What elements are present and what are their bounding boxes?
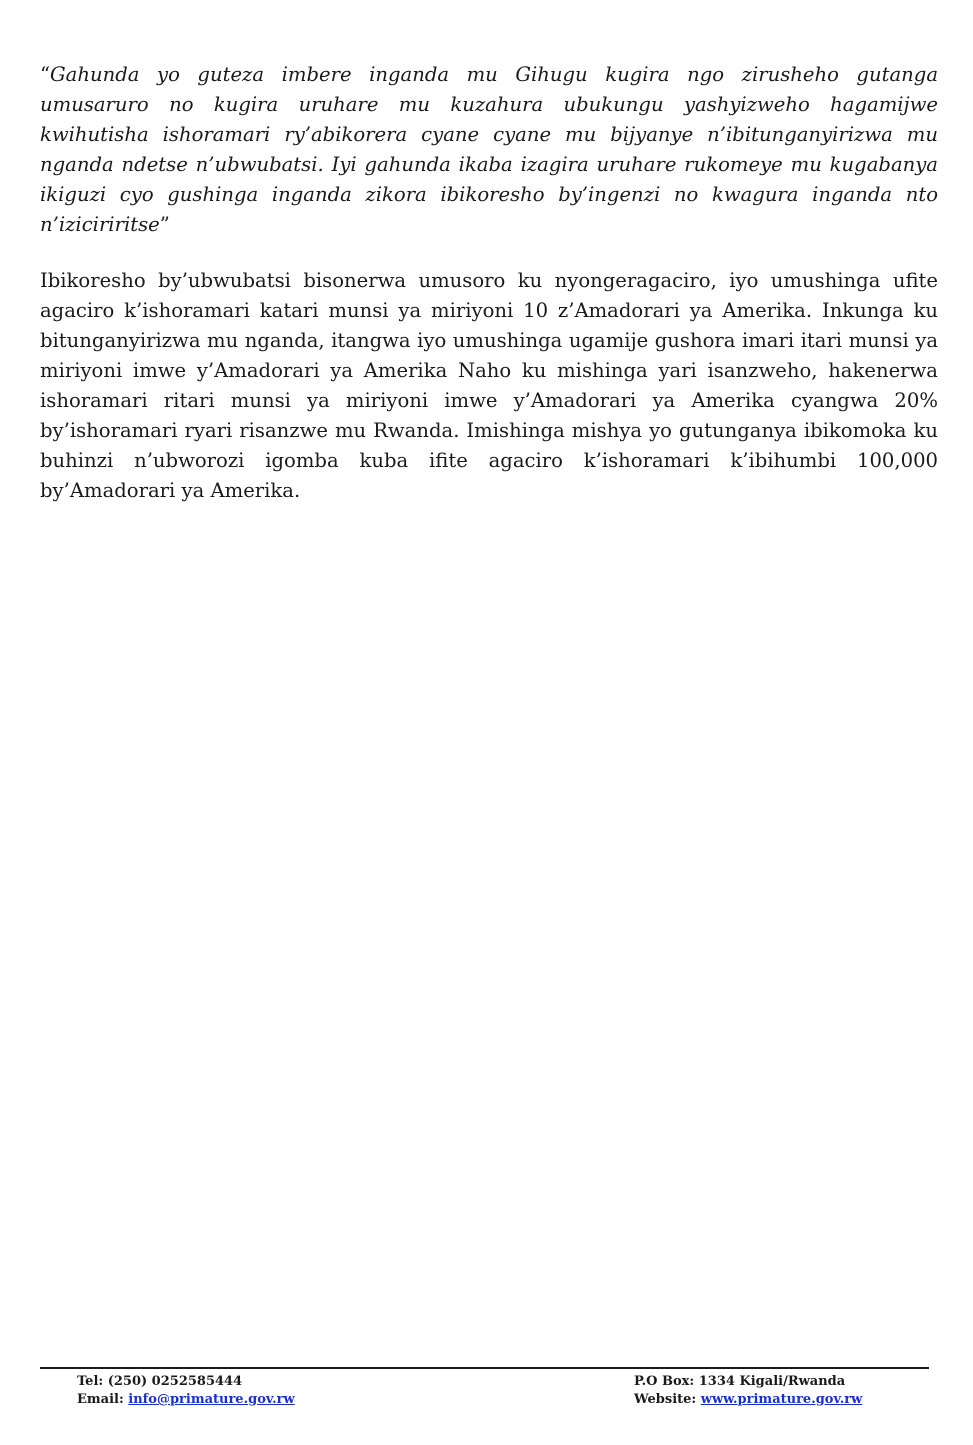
body-paragraph: Ibikoresho by’ubwubatsi bisonerwa umusoro ku nyongeragaciro, iyo umushinga ufite agaciro k’ishoramari katari munsi ya miriyoni 10 z’Amadorari ya Amerika. Inkunga ku bitunganyirizwa mu nganda, itangwa iyo umushinga ugamije gushora imari itari munsi ya miriyoni imwe y’Amadorari ya Amerika Naho ku mishinga yari isanzweho, hakenerwa ishoramari ritari munsi ya miriyoni imwe y’Amadorari ya Amerika cyangwa 20% by’ishoramari ryari risanzwe mu Rwanda. Imishinga mishya yo gutunganya ibikomoka ku buhinzi n’ubworozi igomba kuba ifite agaciro k’ishoramari k’ibihumbi 100,000 by’Amadorari ya Amerika.	[40, 269, 938, 502]
quote-text: Gahunda yo guteza imbere inganda mu Gihugu kugira ngo zirusheho gutanga umusaruro no kugira uruhare mu kuzahura ubukungu yashyizweho hagamijwe kwihutisha ishoramari ry’abikorera cyane cyane mu bijyanye n’ibitunganyirizwa mu nganda ndetse n’ubwubatsi. Iyi gahunda ikaba izagira uruhare rukomeye mu kugabanya ikiguzi cyo gushinga inganda zikora ibikoresho by’ingenzi no kwagura inganda nto n’iziciriritse	[40, 63, 938, 236]
quote-open-mark: “	[40, 63, 51, 86]
email-link[interactable]: info@primature.gov.rw	[128, 1392, 295, 1407]
footer-email-line	[77, 1391, 295, 1409]
document-body	[40, 60, 938, 506]
footer-po-box: P.O Box: 1334 Kigali/Rwanda	[634, 1374, 846, 1389]
footer-website-line	[634, 1391, 862, 1409]
footer-email-label: Email:	[77, 1392, 129, 1407]
footer-website-label: Website:	[634, 1392, 701, 1407]
footer-divider	[40, 1367, 929, 1369]
quote-close-mark: ”	[159, 213, 170, 236]
footer-contact-left	[77, 1373, 295, 1409]
quote-paragraph	[40, 60, 938, 240]
website-link[interactable]: www.primature.gov.rw	[700, 1392, 863, 1407]
footer-contact-right	[634, 1373, 862, 1409]
footer-tel: Tel: (250) 0252585444	[77, 1374, 243, 1389]
